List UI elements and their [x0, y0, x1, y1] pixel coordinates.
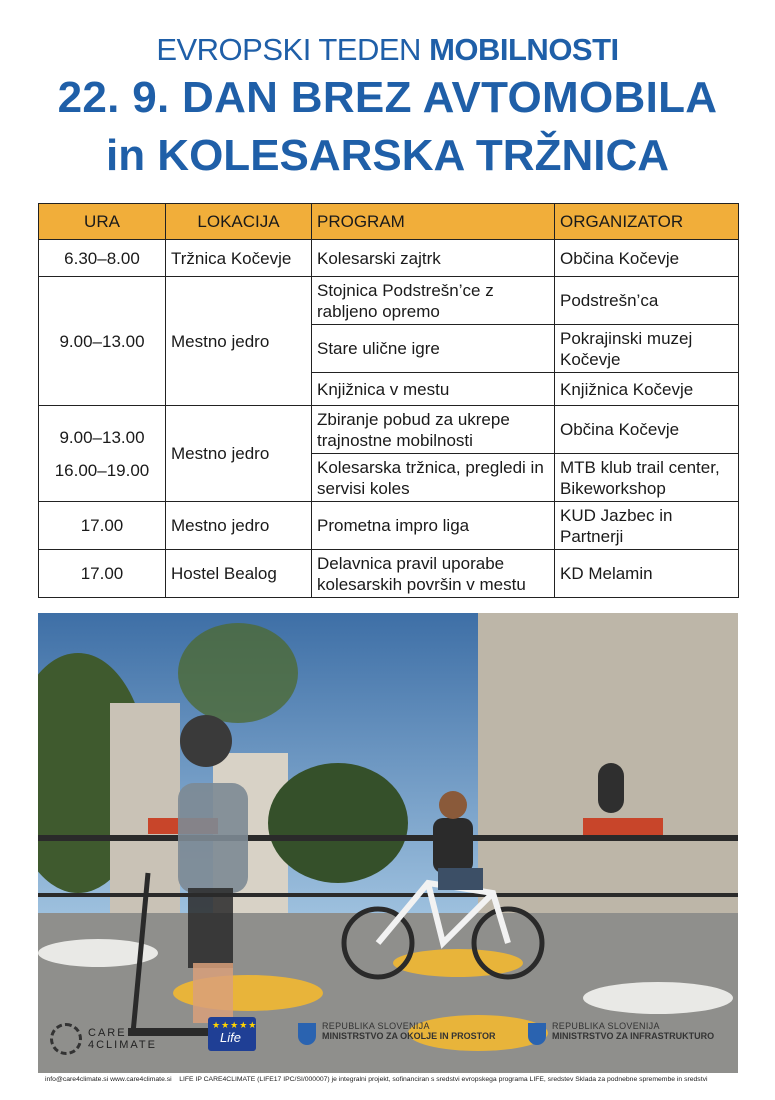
sponsor-logos: [38, 1003, 738, 1073]
table-row: [39, 277, 739, 325]
cell-organizator: KD Melamin: [555, 550, 739, 598]
gov2-line-1: REPUBLIKA SLOVENIJA: [552, 1021, 660, 1031]
tree-middle: [268, 763, 408, 883]
kicker-bold: MOBILNOSTI: [429, 32, 619, 67]
cell-organizator: KUD Jazbec in Partnerji: [555, 502, 739, 550]
footer-contact: info@care4climate.si www.care4climate.si: [45, 1076, 172, 1083]
cell-organizator: MTB klub trail center, Bikeworkshop: [555, 454, 739, 502]
cell-program: Knjižnica v mestu: [312, 373, 555, 406]
tree-top: [178, 623, 298, 723]
title-line-1: 22. 9. DAN BREZ AVTOMOBILA: [57, 73, 718, 122]
cell-ura: [39, 406, 166, 502]
flower-box: [583, 818, 663, 836]
cell-ura: 17.00: [39, 550, 166, 598]
ura-afternoon: 16.00–19.00: [54, 460, 150, 480]
cell-organizator: Pokrajinski muzej Kočevje: [555, 325, 739, 373]
ministry-infrastructure-logo: [528, 1021, 714, 1045]
cell-program: Kolesarska tržnica, pregledi in servisi koles: [312, 454, 555, 502]
footer-note: [45, 1076, 745, 1083]
street-photo: [38, 613, 738, 1073]
table-header-row: [39, 204, 739, 240]
cell-lokacija: Mestno jedro: [166, 502, 312, 550]
header-lokacija: LOKACIJA: [166, 204, 312, 240]
railing: [38, 835, 738, 841]
gov1-line-2: MINISTRSTVO ZA OKOLJE IN PROSTOR: [322, 1031, 496, 1041]
gov2-line-2: MINISTRSTVO ZA INFRASTRUKTURO: [552, 1031, 715, 1041]
care-line-2: 4CLIMATE: [88, 1039, 157, 1051]
cell-lokacija: Mestno jedro: [166, 277, 312, 406]
care4climate-logo: [50, 1023, 157, 1055]
kicker-light: EVROPSKI TEDEN: [156, 32, 421, 67]
cell-ura: 9.00–13.00: [39, 277, 166, 406]
footer-text: LIFE IP CARE4CLIMATE (LIFE17 IPC/SI/000007) je integralni projekt, sofinanciran s sredstvi evropskega programa LIFE, sredstev Sklada za podnebne spremembe in sredstvi: [179, 1076, 708, 1083]
cell-organizator: Občina Kočevje: [555, 240, 739, 277]
cell-program: Zbiranje pobud za ukrepe trajnostne mobilnosti: [312, 406, 555, 454]
table-row: [39, 550, 739, 598]
cell-organizator: Knjižnica Kočevje: [555, 373, 739, 406]
cell-lokacija: Tržnica Kočevje: [166, 240, 312, 277]
slovenia-crest-icon: [528, 1023, 546, 1045]
stone-building: [478, 613, 738, 913]
header-organizator: ORGANIZATOR: [555, 204, 739, 240]
ministry-environment-logo: [298, 1021, 496, 1045]
header-program: PROGRAM: [312, 204, 555, 240]
cell-organizator: Občina Kočevje: [555, 406, 739, 454]
life-label: Life: [220, 1030, 241, 1045]
event-kicker: [0, 30, 775, 70]
table-row: [39, 502, 739, 550]
cell-program: Stare ulične igre: [312, 325, 555, 373]
cell-program: Delavnica pravil uporabe kolesarskih površin v mestu: [312, 550, 555, 598]
cell-program: Prometna impro liga: [312, 502, 555, 550]
table-row: [39, 240, 739, 277]
cell-ura: 17.00: [39, 502, 166, 550]
eu-stars-icon: ★★★★★: [212, 1020, 258, 1030]
railing-lower: [38, 893, 738, 897]
cell-ura: 6.30–8.00: [39, 240, 166, 277]
cell-program: Kolesarski zajtrk: [312, 240, 555, 277]
care-line-1: CARE: [88, 1027, 127, 1039]
schedule-table: [38, 203, 739, 598]
cell-lokacija: Mestno jedro: [166, 406, 312, 502]
poster-header: [0, 30, 775, 184]
window-arch: [598, 763, 624, 813]
cell-lokacija: Hostel Bealog: [166, 550, 312, 598]
eu-life-logo: [208, 1017, 256, 1051]
header-ura: URA: [39, 204, 166, 240]
care4climate-mark-icon: [50, 1023, 82, 1055]
slovenia-crest-icon: [298, 1023, 316, 1045]
ura-morning: 9.00–13.00: [59, 427, 145, 447]
cell-organizator: Podstrešn’ca: [555, 277, 739, 325]
title-line-2: in KOLESARSKA TRŽNICA: [105, 131, 670, 180]
gov1-line-1: REPUBLIKA SLOVENIJA: [322, 1021, 430, 1031]
table-row: [39, 406, 739, 454]
cell-program: Stojnica Podstrešn’ce z rabljeno opremo: [312, 277, 555, 325]
